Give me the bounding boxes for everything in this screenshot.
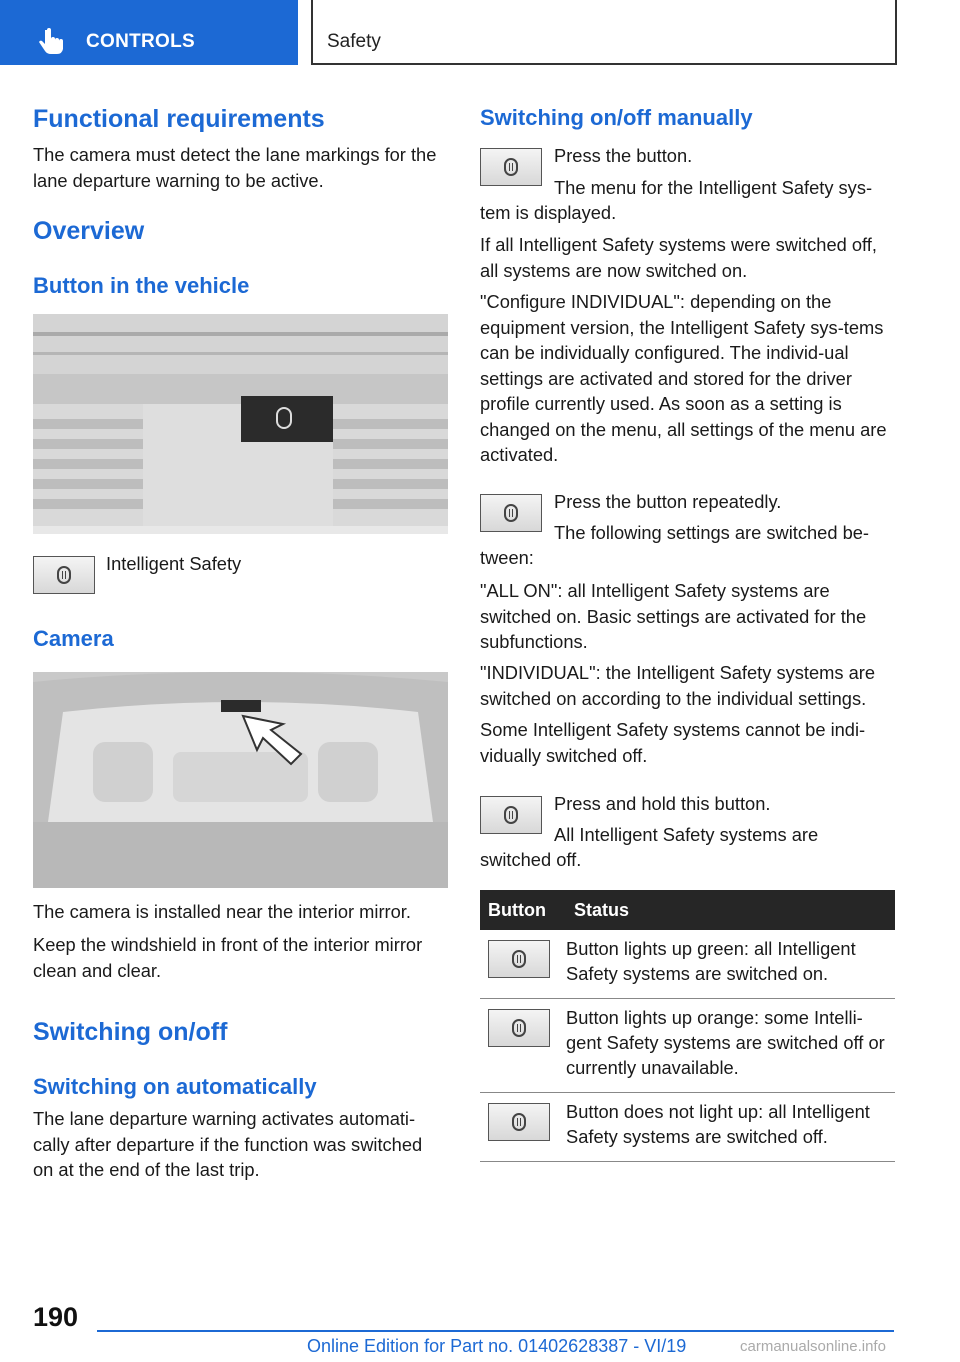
edition-text: Online Edition for Part no. 01402628387 - VI/19 bbox=[307, 1336, 687, 1356]
heading-overview: Overview bbox=[33, 217, 145, 245]
heading-switching-auto: Switching on automatically bbox=[33, 1074, 317, 1099]
paragraph-individual: "INDIVIDUAL": the Intelligent Safety systems are switched on according to the individual settings. bbox=[480, 662, 876, 709]
status-cell: Button does not light up: all Intelligent Safety systems are switched off. bbox=[566, 1093, 895, 1162]
step-repeat-line2: The following settings are switched be- bbox=[554, 522, 870, 543]
button-orange-icon bbox=[488, 1009, 550, 1047]
heading-button-vehicle: Button in the vehicle bbox=[33, 273, 250, 298]
step-hold-line2: All Intelligent Safety systems are bbox=[554, 824, 819, 845]
paragraph-auto: The lane departure warning activates automati-cally after departure if the function was switched on at the end of the last trip. bbox=[33, 1108, 423, 1180]
heading-camera: Camera bbox=[33, 626, 114, 651]
intelligent-safety-button-icon bbox=[480, 796, 542, 834]
heading-switching: Switching on/off bbox=[33, 1018, 228, 1046]
section-tab[interactable] bbox=[311, 0, 897, 65]
paragraph-configure: "Configure INDIVIDUAL": depending on the equipment version, the Intelligent Safety sys-tems can be individually configured. The individ-ual settings are activated and stored for the driver profile currently used. As soon as a setting is changed on the menu, all settings of the menu are activated. bbox=[480, 291, 887, 465]
table-header-row bbox=[480, 890, 895, 930]
step-repeat-line1: Press the button repeatedly. bbox=[554, 491, 782, 512]
paragraph-functional: The camera must detect the lane markings for the lane departure warning to be active. bbox=[33, 144, 437, 191]
step-press-line2: The menu for the Intelligent Safety sys- bbox=[554, 177, 873, 198]
step-hold-line1: Press and hold this button. bbox=[554, 793, 771, 814]
intelligent-safety-button-icon bbox=[33, 556, 95, 594]
table-row bbox=[480, 1093, 895, 1162]
section-label: Safety bbox=[327, 31, 381, 52]
column-header-button: Button bbox=[480, 890, 566, 930]
chapter-label: CONTROLS bbox=[86, 31, 196, 52]
table-row bbox=[480, 930, 895, 999]
button-off-icon bbox=[488, 1103, 550, 1141]
paragraph-some: Some Intelligent Safety systems cannot be indi-vidually switched off. bbox=[480, 719, 866, 766]
table-row bbox=[480, 999, 895, 1093]
column-header-status: Status bbox=[566, 890, 895, 930]
step-press-line3: tem is displayed. bbox=[480, 202, 617, 223]
status-cell: Button lights up orange: some Intelli-gent Safety systems are switched off or currently unavailable. bbox=[566, 999, 895, 1093]
status-cell: Button lights up green: all Intelligent Safety systems are switched on. bbox=[566, 930, 895, 999]
heading-functional-requirements: Functional requirements bbox=[33, 105, 325, 133]
footer-divider bbox=[97, 1330, 894, 1332]
paragraph-all-on: "ALL ON": all Intelligent Safety systems are switched on. Basic settings are activated for the subfunctions. bbox=[480, 580, 867, 652]
button-caption: Intelligent Safety bbox=[106, 553, 242, 574]
intelligent-safety-button-icon bbox=[480, 148, 542, 186]
step-hold-line3: switched off. bbox=[480, 849, 582, 870]
paragraph-camera-location: The camera is installed near the interior mirror. bbox=[33, 901, 411, 922]
heading-switching-manual: Switching on/off manually bbox=[480, 105, 753, 130]
camera-location-image bbox=[33, 672, 448, 888]
paragraph-camera-clean: Keep the windshield in front of the interior mirror clean and clear. bbox=[33, 934, 423, 981]
button-status-table bbox=[480, 890, 895, 1162]
hand-pointer-icon bbox=[38, 28, 66, 56]
watermark: carmanualsonline.info bbox=[740, 1338, 886, 1355]
button-green-icon bbox=[488, 940, 550, 978]
step-press-line1: Press the button. bbox=[554, 145, 693, 166]
intelligent-safety-button-icon bbox=[480, 494, 542, 532]
dashboard-button-image bbox=[33, 314, 448, 534]
paragraph-all-off: If all Intelligent Safety systems were switched off, all systems are now switched on. bbox=[480, 234, 877, 281]
step-repeat-line3: tween: bbox=[480, 547, 534, 568]
chapter-tab[interactable] bbox=[0, 0, 298, 65]
page-number: 190 bbox=[33, 1302, 79, 1332]
